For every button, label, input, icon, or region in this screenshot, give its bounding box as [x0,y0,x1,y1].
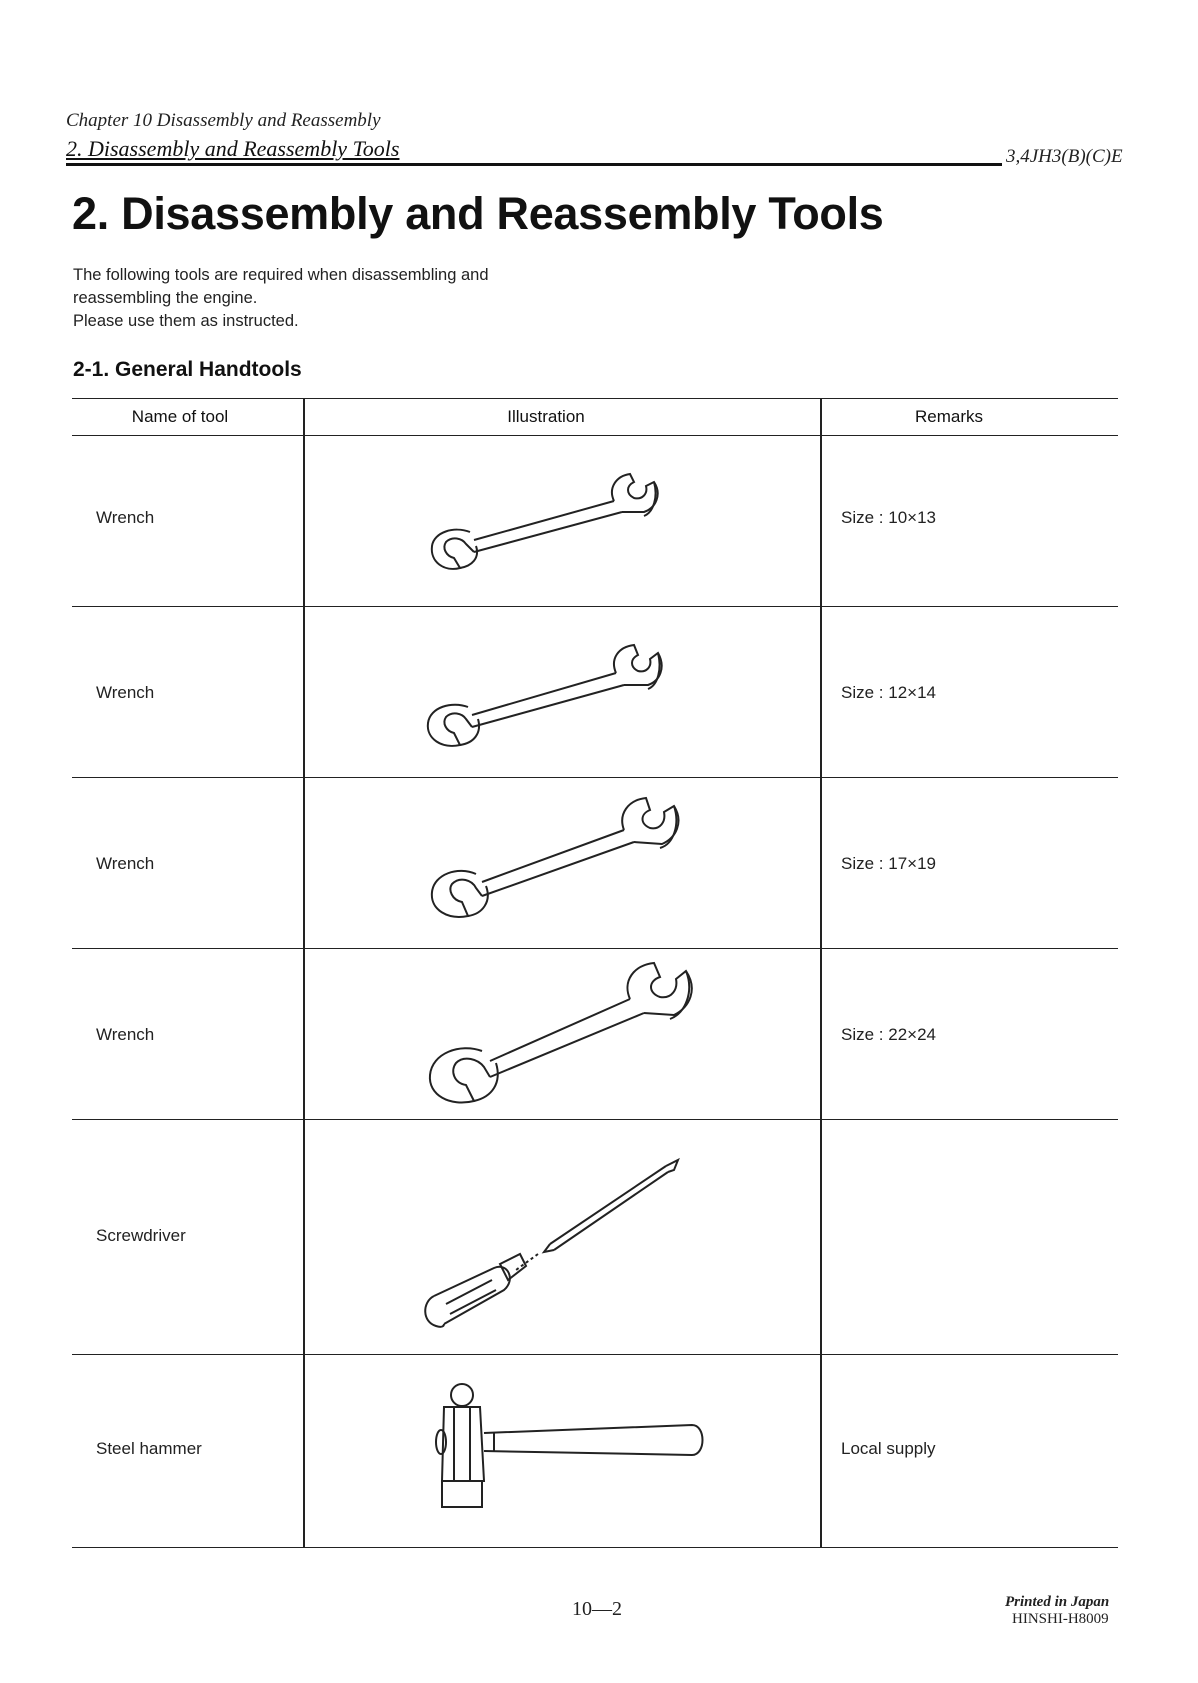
wrench-icon [304,607,820,777]
tool-remark: Size : 10×13 [841,508,936,527]
tool-remark: Size : 12×14 [841,683,936,702]
header-remarks: Remarks [914,407,983,426]
wrench-icon [304,949,820,1119]
intro-text [73,264,489,333]
tool-name: Wrench [96,1025,155,1044]
intro-line: Please use them as instructed. [73,312,299,330]
tool-remark: Size : 17×19 [841,854,936,873]
column-divider [820,398,822,1548]
printed-in: Printed in Japan [1005,1594,1110,1610]
column-divider [303,398,305,1548]
intro-line: The following tools are required when disassembling and [73,266,489,284]
wrench-icon [304,778,820,948]
header-illustration: Illustration [507,407,585,426]
tool-remark: Local supply [841,1439,936,1458]
page-title: 2. Disassembly and Reassembly Tools [72,188,884,239]
header-model: 3,4JH3(B)(C)E [1006,146,1123,167]
table-row [72,1120,1118,1355]
header-rule [66,163,1002,166]
table-row [72,1355,1118,1548]
document-code: HINSHI-H8009 [1012,1611,1109,1627]
intro-line: reassembling the engine. [73,289,258,307]
screwdriver-icon [304,1120,820,1354]
tool-remark: Size : 22×24 [841,1025,936,1044]
table-row [72,607,1118,778]
tool-name: Steel hammer [96,1439,202,1458]
table-row [72,436,1118,607]
table-header [72,398,1118,436]
header-section: 2. Disassembly and Reassembly Tools [66,136,400,161]
tool-name: Wrench [96,854,155,873]
page-number: 10—2 [572,1598,622,1620]
hammer-icon [304,1355,820,1547]
table-row [72,949,1118,1120]
wrench-icon [304,436,820,606]
section-subtitle: 2-1. General Handtools [73,358,302,381]
header-name: Name of tool [131,407,229,426]
table-row [72,778,1118,949]
tool-name: Screwdriver [96,1226,186,1245]
header-chapter: Chapter 10 Disassembly and Reassembly [66,110,381,131]
tools-table [72,398,1118,1548]
tool-name: Wrench [96,508,155,527]
tool-name: Wrench [96,683,155,702]
